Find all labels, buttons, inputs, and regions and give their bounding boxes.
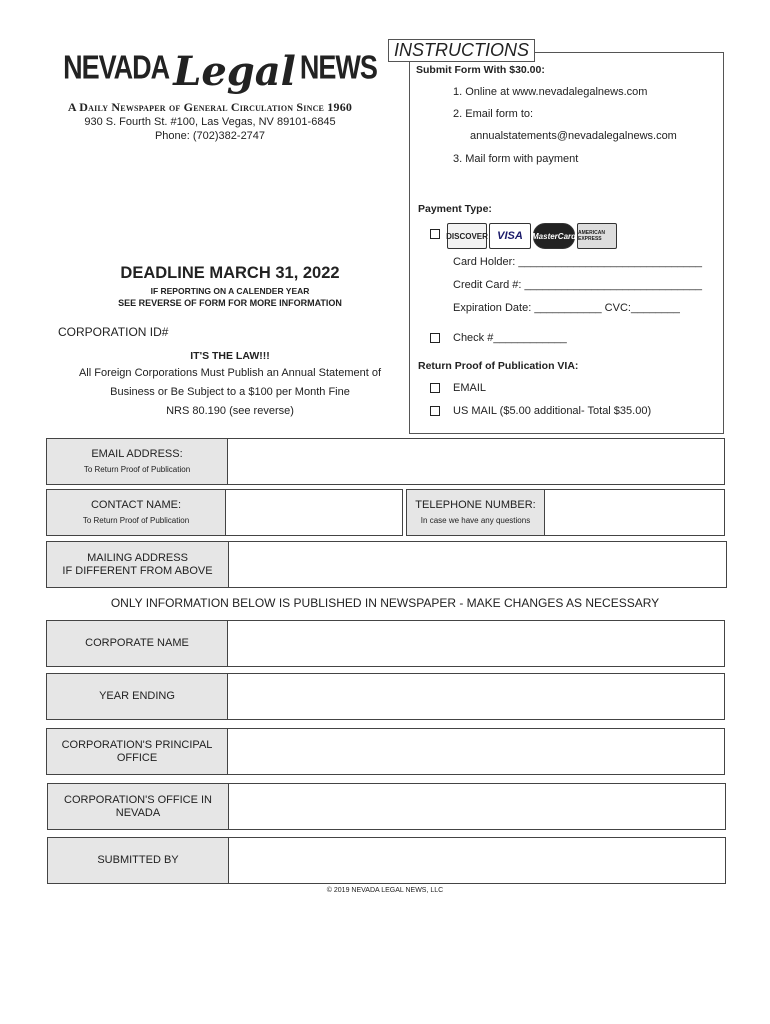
corporate-name-label <box>46 620 228 667</box>
contact-label-sub: To Return Proof of Publication <box>82 515 190 525</box>
check-payment-checkbox[interactable] <box>430 333 440 343</box>
address-block <box>55 115 365 143</box>
telephone-number-label <box>406 489 545 536</box>
principal-office-label <box>46 728 228 775</box>
copyright: © 2019 NEVADA LEGAL NEWS, LLC <box>326 887 444 894</box>
submitted-by-input[interactable] <box>228 837 726 884</box>
email-return-checkbox[interactable] <box>430 383 440 393</box>
publish-notice: ONLY INFORMATION BELOW IS PUBLISHED IN NEWSPAPER - MAKE CHANGES AS NECESSARY <box>110 596 660 610</box>
visa-card-icon: VISA <box>489 223 531 249</box>
logo-middle: Legal <box>173 48 296 95</box>
payment-type-label: Payment Type: <box>418 203 492 215</box>
email-label-sub: To Return Proof of Publication <box>83 464 191 474</box>
mastercard-icon: MasterCard <box>533 223 575 249</box>
instructions-title: INSTRUCTIONS <box>388 39 535 62</box>
contact-name-label <box>46 489 226 536</box>
submitted-by-label <box>47 837 229 884</box>
email-address-text: annualstatements@nevadalegalnews.com <box>470 130 677 142</box>
email-address-label <box>46 438 228 485</box>
logo-left: NEVADA <box>63 48 170 86</box>
law-line-3: NRS 80.190 (see reverse) <box>166 405 294 417</box>
contact-label-text: CONTACT NAME: <box>90 498 182 511</box>
logo-right: NEWS <box>299 48 377 86</box>
phone-number: Phone: (702)382-2747 <box>154 130 266 142</box>
mailing-address-input[interactable] <box>228 541 727 588</box>
expiration-cvc-field[interactable]: Expiration Date: ___________ CVC:________ <box>453 302 680 314</box>
submitted-by-text: SUBMITTED BY <box>97 854 179 866</box>
corporate-name-input[interactable] <box>227 620 725 667</box>
card-holder-field[interactable]: Card Holder: ______________________________ <box>453 256 702 268</box>
check-number-field[interactable]: Check #____________ <box>453 332 567 344</box>
year-ending-label <box>46 673 228 720</box>
amex-card-icon: AMERICAN EXPRESS <box>577 223 617 249</box>
email-address-input[interactable] <box>227 438 725 485</box>
card-payment-checkbox[interactable] <box>430 229 440 239</box>
principal-line1: CORPORATION'S PRINCIPAL <box>61 738 213 751</box>
submit-form-text: Submit Form With $30.00: <box>416 64 545 76</box>
mailing-address-label <box>46 541 229 588</box>
contact-name-input[interactable] <box>225 489 403 536</box>
newspaper-logo <box>63 48 377 95</box>
credit-card-field[interactable]: Credit Card #: _____________________________ <box>453 279 702 291</box>
year-ending-input[interactable] <box>227 673 725 720</box>
mail-option-label: US MAIL ($5.00 additional- Total $35.00) <box>453 405 652 417</box>
phone-label-sub: In case we have any questions <box>420 515 531 525</box>
mailing-label-line2: IF DIFFERENT FROM ABOVE <box>62 564 213 577</box>
email-label-text: EMAIL ADDRESS: <box>91 447 183 460</box>
street-address: 930 S. Fourth St. #100, Las Vegas, NV 89101-6845 <box>84 116 336 128</box>
masthead <box>63 48 377 95</box>
nevada-office-input[interactable] <box>228 783 726 830</box>
deadline-sub1: IF REPORTING ON A CALENDER YEAR <box>150 286 310 296</box>
corporate-name-text: CORPORATE NAME <box>85 637 189 649</box>
principal-office-input[interactable] <box>227 728 725 775</box>
discover-card-icon: DISCOVER <box>447 223 487 249</box>
law-heading: IT'S THE LAW!!! <box>190 350 270 362</box>
mailing-label-line1: MAILING ADDRESS <box>87 551 188 564</box>
phone-label-text: TELEPHONE NUMBER: <box>415 498 536 511</box>
principal-line2: OFFICE <box>116 751 158 764</box>
deadline-sub2: SEE REVERSE OF FORM FOR MORE INFORMATION <box>118 298 342 308</box>
tagline: A Daily Newspaper of General Circulation Since 1960 <box>67 100 353 114</box>
corporation-id-label: CORPORATION ID# <box>58 325 169 339</box>
email-option-label: EMAIL <box>453 382 487 394</box>
step-email: 2. Email form to: <box>453 108 534 120</box>
nevada-line1: CORPORATION'S OFFICE IN <box>64 793 212 806</box>
step-mail: 3. Mail form with payment <box>453 153 579 165</box>
deadline-title: DEADLINE MARCH 31, 2022 <box>120 264 340 282</box>
law-line-1: All Foreign Corporations Must Publish an Annual Statement of <box>78 367 382 379</box>
telephone-number-input[interactable] <box>544 489 725 536</box>
nevada-office-label <box>47 783 229 830</box>
return-proof-label: Return Proof of Publication VIA: <box>418 360 579 372</box>
year-ending-text: YEAR ENDING <box>99 690 175 702</box>
nevada-line2: NEVADA <box>115 806 161 819</box>
mail-return-checkbox[interactable] <box>430 406 440 416</box>
step-online: 1. Online at www.nevadalegalnews.com <box>453 86 648 98</box>
law-line-2: Business or Be Subject to a $100 per Month Fine <box>110 386 350 398</box>
